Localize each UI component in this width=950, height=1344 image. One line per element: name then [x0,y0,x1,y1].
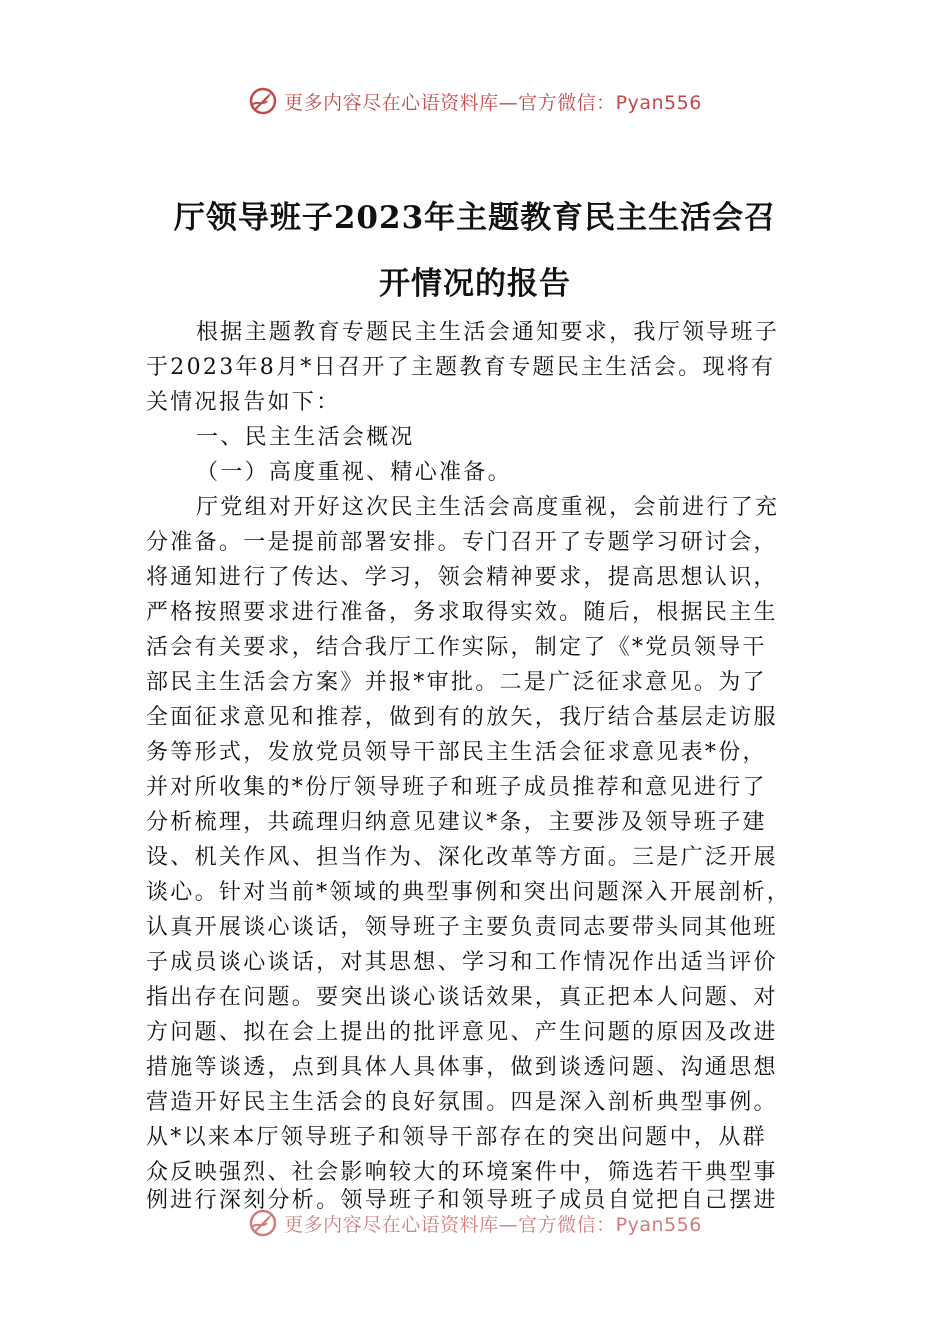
signature-pen-logo-icon [248,86,278,116]
watermark-text: 更多内容尽在心语资料库—官方微信：Pyan556 [284,1213,702,1236]
body-line: 部民主生活会方案》并报*审批。二是广泛征求意见。为了 [146,670,767,695]
document-title-line-1: 厅领导班子2023年主题教育民主生活会召 [173,200,777,236]
watermark-text: 更多内容尽在心语资料库—官方微信：Pyan556 [284,91,702,114]
document-title-line-2: 开情况的报告 [379,266,571,302]
body-line: 根据主题教育专题民主生活会通知要求，我厅领导班子 [196,320,780,345]
body-line: 厅党组对开好这次民主生活会高度重视，会前进行了充 [196,495,780,520]
body-line: 务等形式，发放党员领导干部民主生活会征求意见表*份， [146,740,767,765]
body-line: 众反映强烈、社会影响较大的环境案件中，筛选若干典型事 [146,1160,778,1185]
body-line: 谈心。针对当前*领域的典型事例和突出问题深入开展剖析， [146,880,792,905]
body-line: 关情况报告如下： [146,390,341,415]
watermark-bottom [0,1208,950,1238]
signature-pen-logo-icon [248,1208,278,1238]
section-heading: 一、民主生活会概况 [196,425,415,450]
subsection-heading: （一）高度重视、精心准备。 [196,460,512,485]
body-line: 方问题、拟在会上提出的批评意见、产生问题的原因及改进 [146,1020,778,1045]
body-line: 措施等谈透，点到具体人具体事，做到谈透问题、沟通思想 [146,1055,778,1080]
body-line: 营造开好民主生活会的良好氛围。四是深入剖析典型事例。 [146,1090,778,1115]
body-line: 于2023年8月*日召开了主题教育专题民主生活会。现将有 [146,355,776,380]
body-line: 子成员谈心谈话，对其思想、学习和工作情况作出适当评价 [146,950,778,975]
body-line: 严格按照要求进行准备，务求取得实效。随后，根据民主生 [146,600,778,625]
body-line: 分析梳理，共疏理归纳意见建议*条，主要涉及领导班子建 [146,810,767,835]
body-line: 例进行深刻分析。领导班子和领导班子成员自觉把自己摆进 [146,1188,778,1213]
body-line: 指出存在问题。要突出谈心谈话效果，真正把本人问题、对 [146,985,778,1010]
body-line: 从*以来本厅领导班子和领导干部存在的突出问题中，从群 [146,1125,767,1150]
body-line: 设、机关作风、担当作为、深化改革等方面。三是广泛开展 [146,845,778,870]
body-line: 活会有关要求，结合我厅工作实际，制定了《*党员领导干 [146,635,767,660]
body-line: 分准备。一是提前部署安排。专门召开了专题学习研讨会， [146,530,778,555]
watermark-top [0,86,950,116]
body-line: 将通知进行了传达、学习，领会精神要求，提高思想认识， [146,565,778,590]
body-line: 并对所收集的*份厅领导班子和班子成员推荐和意见进行了 [146,775,767,800]
body-line: 全面征求意见和推荐，做到有的放矢，我厅结合基层走访服 [146,705,778,730]
body-line: 认真开展谈心谈话，领导班子主要负责同志要带头同其他班 [146,915,778,940]
